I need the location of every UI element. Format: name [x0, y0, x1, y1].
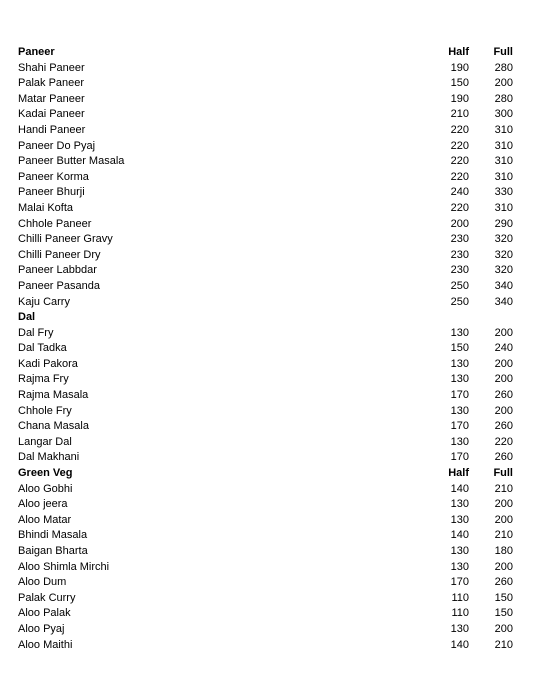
menu-item-row [0, 341, 537, 357]
full-price: 310 [494, 170, 513, 183]
half-price: 110 [451, 591, 469, 604]
dish-name: Kaju Carry [18, 295, 70, 308]
full-price: 320 [494, 264, 513, 277]
half-price: 220 [450, 201, 469, 214]
dish-name: Rajma Fry [18, 373, 69, 386]
menu-item-row [0, 372, 537, 388]
half-price: 250 [450, 279, 469, 292]
half-price: 170 [450, 389, 469, 402]
section-header [0, 466, 537, 482]
menu-item-row [0, 497, 537, 513]
half-price: 170 [450, 451, 469, 464]
dish-name: Bhindi Masala [18, 529, 88, 542]
half-price: 230 [450, 233, 469, 246]
half-price: 230 [450, 248, 469, 261]
dish-name: Rajma Masala [18, 389, 89, 402]
half-price: 130 [450, 622, 469, 635]
section-header [0, 45, 537, 61]
full-price: 320 [494, 233, 513, 246]
dish-name: Aloo Dum [18, 576, 67, 589]
half-price: 130 [450, 545, 469, 557]
dish-name: Langar Dal [18, 435, 72, 448]
dish-name: Aloo Maithi [18, 638, 73, 651]
full-price: 200 [494, 404, 513, 417]
full-price: 200 [494, 622, 513, 635]
full-price: 310 [494, 155, 513, 168]
dish-name: Aloo Shimla Mirchi [18, 560, 110, 573]
section-header [0, 310, 537, 326]
half-price: 130 [450, 357, 469, 370]
half-price: 220 [450, 139, 469, 152]
menu-item-row [0, 528, 537, 544]
full-price: 200 [494, 326, 513, 339]
half-price: 170 [450, 420, 469, 433]
menu-item-row [0, 419, 537, 435]
half-price: 210 [450, 108, 469, 121]
menu-item-row [0, 513, 537, 529]
full-price: 340 [494, 279, 513, 292]
full-price: 210 [494, 638, 513, 651]
half-price: 220 [450, 123, 469, 136]
dish-name: Aloo Pyaj [18, 622, 65, 635]
full-price: 320 [494, 248, 513, 261]
half-price: 130 [450, 513, 469, 526]
section-title: Dal [18, 311, 36, 324]
full-price: 260 [494, 576, 513, 589]
full-price: 280 [494, 92, 513, 105]
full-price: 150 [494, 607, 513, 620]
menu-item-row [0, 248, 537, 264]
half-price: 130 [450, 498, 469, 511]
section-title: Paneer [18, 46, 55, 58]
dish-name: Chhole Paneer [18, 217, 92, 230]
menu-item-row [0, 388, 537, 404]
half-price: 140 [450, 482, 469, 495]
menu-item-row [0, 123, 537, 139]
full-price: 310 [494, 201, 513, 214]
half-price: 150 [450, 77, 469, 90]
half-column-label: Half [448, 46, 469, 58]
menu-item-row [0, 61, 537, 77]
dish-name: Dal Tadka [18, 342, 67, 355]
full-price: 210 [494, 529, 513, 542]
half-column-label: Half [448, 467, 469, 480]
menu-price-list [0, 45, 537, 653]
menu-item-row [0, 560, 537, 576]
full-price: 200 [494, 373, 513, 386]
full-price: 260 [494, 451, 513, 464]
full-price: 280 [494, 61, 513, 74]
menu-item-row [0, 232, 537, 248]
half-price: 220 [450, 170, 469, 183]
dish-name: Paneer Do Pyaj [18, 139, 96, 152]
menu-item-row [0, 295, 537, 311]
dish-name: Aloo Matar [18, 513, 72, 526]
menu-item-row [0, 326, 537, 342]
dish-name: Matar Paneer [18, 92, 85, 105]
section-dal [0, 310, 537, 466]
full-price: 200 [494, 513, 513, 526]
dish-name: Chhole Fry [18, 404, 72, 417]
dish-name: Baigan Bharta [18, 545, 88, 557]
dish-name: Dal Makhani [18, 451, 80, 464]
dish-name: Paneer Pasanda [18, 279, 100, 292]
full-price: 300 [494, 108, 513, 121]
menu-item-row [0, 622, 537, 638]
full-price: 150 [494, 591, 513, 604]
half-price: 170 [450, 576, 469, 589]
full-price: 240 [494, 342, 513, 355]
half-price: 150 [450, 342, 469, 355]
half-price: 190 [450, 61, 469, 74]
half-price: 240 [450, 186, 469, 199]
dish-name: Handi Paneer [18, 123, 86, 136]
menu-item-row [0, 201, 537, 217]
half-price: 220 [450, 155, 469, 168]
half-price: 190 [450, 92, 469, 105]
menu-item-row [0, 591, 537, 607]
full-price: 310 [494, 139, 513, 152]
menu-item-row [0, 154, 537, 170]
menu-item-row [0, 76, 537, 92]
dish-name: Kadi Pakora [18, 357, 78, 370]
full-price: 310 [494, 123, 513, 136]
half-price: 230 [450, 264, 469, 277]
half-price: 140 [450, 638, 469, 651]
half-price: 200 [450, 217, 469, 230]
menu-item-row [0, 185, 537, 201]
half-price: 130 [450, 560, 469, 573]
menu-item-row [0, 482, 537, 498]
full-price: 260 [494, 389, 513, 402]
full-price: 330 [494, 186, 513, 199]
full-price: 180 [494, 545, 513, 557]
half-price: 110 [451, 607, 469, 620]
half-price: 130 [450, 404, 469, 417]
dish-name: Chilli Paneer Gravy [18, 233, 113, 246]
menu-item-row [0, 638, 537, 654]
dish-name: Paneer Bhurji [18, 186, 85, 199]
full-price: 200 [494, 560, 513, 573]
full-price: 340 [494, 295, 513, 308]
menu-item-row [0, 279, 537, 295]
full-price: 200 [494, 498, 513, 511]
menu-item-row [0, 606, 537, 622]
menu-item-row [0, 107, 537, 123]
full-price: 260 [494, 420, 513, 433]
dish-name: Paneer Korma [18, 170, 89, 183]
full-column-label: Full [493, 46, 513, 58]
menu-item-row [0, 575, 537, 591]
menu-item-row [0, 357, 537, 373]
section-title: Green Veg [18, 467, 73, 480]
menu-item-row [0, 263, 537, 279]
dish-name: Aloo Gobhi [18, 482, 73, 495]
half-price: 130 [450, 326, 469, 339]
dish-name: Palak Paneer [18, 77, 85, 90]
half-price: 250 [450, 295, 469, 308]
dish-name: Chana Masala [18, 420, 89, 433]
full-column-label: Full [493, 467, 513, 480]
section-paneer [0, 45, 537, 310]
dish-name: Paneer Labbdar [18, 264, 97, 277]
menu-item-row [0, 139, 537, 155]
half-price: 130 [450, 435, 469, 448]
menu-item-row [0, 450, 537, 466]
menu-item-row [0, 544, 537, 560]
full-price: 290 [494, 217, 513, 230]
dish-name: Paneer Butter Masala [18, 155, 125, 168]
full-price: 210 [494, 482, 513, 495]
dish-name: Kadai Paneer [18, 108, 85, 121]
section-green-veg [0, 466, 537, 653]
half-price: 140 [450, 529, 469, 542]
menu-item-row [0, 404, 537, 420]
dish-name: Aloo jeera [18, 498, 68, 511]
dish-name: Dal Fry [18, 326, 54, 339]
dish-name: Aloo Palak [18, 607, 71, 620]
dish-name: Palak Curry [18, 591, 76, 604]
menu-item-row [0, 92, 537, 108]
full-price: 200 [494, 77, 513, 90]
dish-name: Chilli Paneer Dry [18, 248, 101, 261]
dish-name: Shahi Paneer [18, 61, 85, 74]
menu-item-row [0, 170, 537, 186]
menu-item-row [0, 217, 537, 233]
half-price: 130 [450, 373, 469, 386]
menu-item-row [0, 435, 537, 451]
full-price: 220 [494, 435, 513, 448]
full-price: 200 [494, 357, 513, 370]
dish-name: Malai Kofta [18, 201, 74, 214]
